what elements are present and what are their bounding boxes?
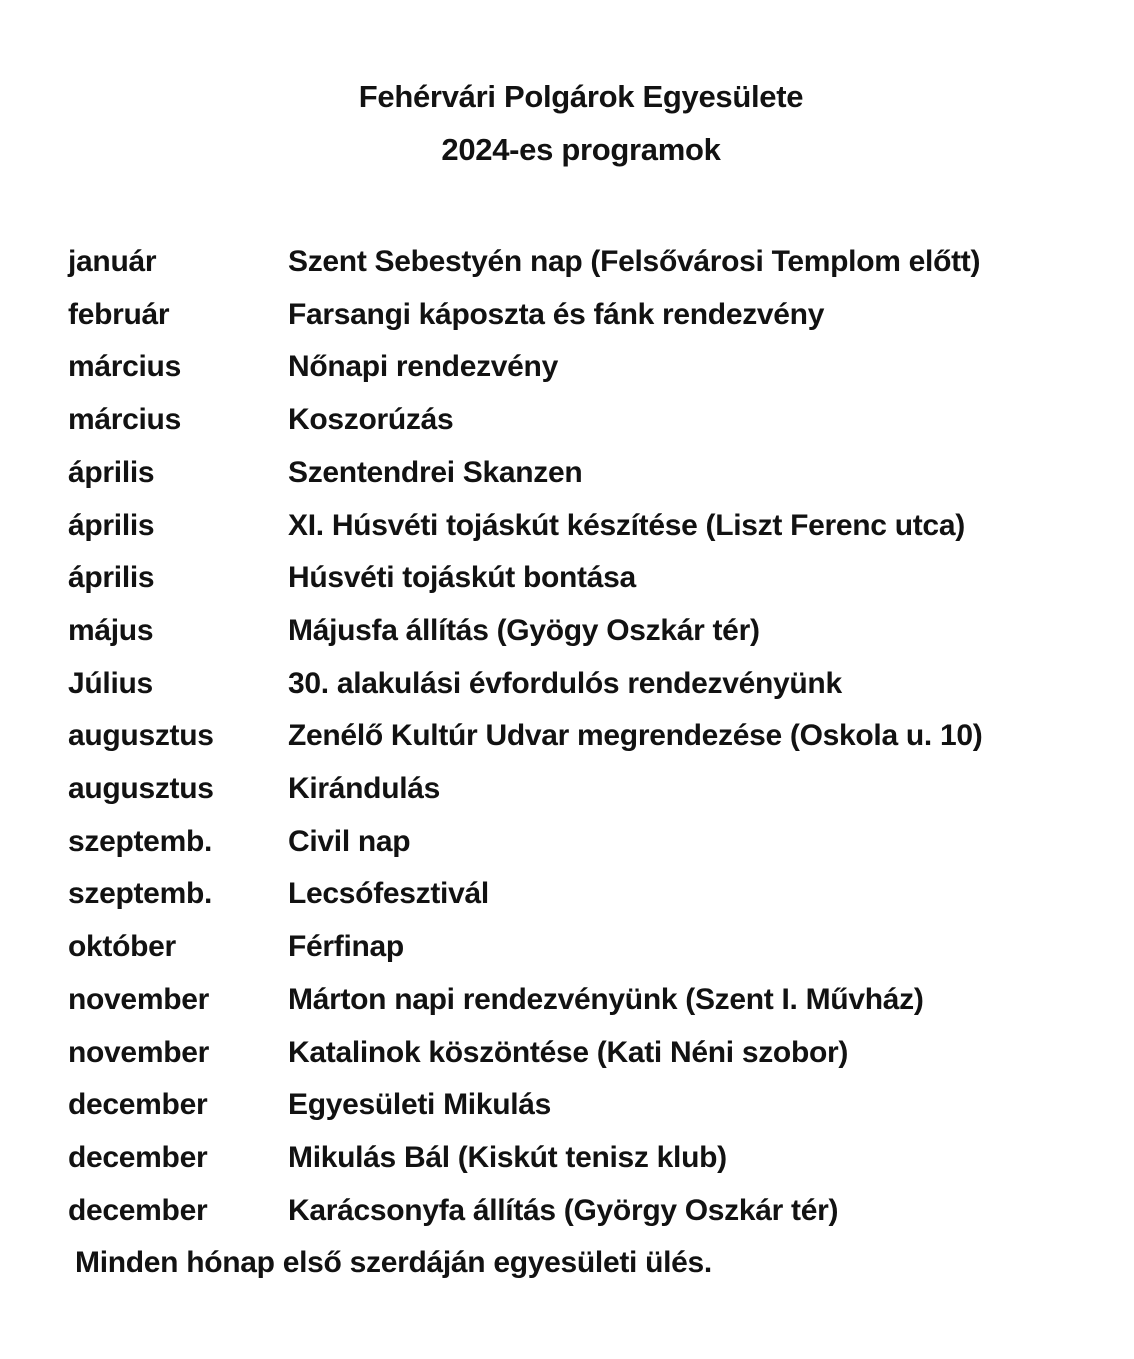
program-month: október xyxy=(68,930,176,964)
program-month: április xyxy=(68,508,155,542)
program-row xyxy=(68,816,1094,869)
program-event: Szentendrei Skanzen xyxy=(288,455,583,489)
program-row xyxy=(68,552,1094,605)
program-event: Egyesületi Mikulás xyxy=(288,1088,552,1122)
program-event: Márton napi rendezvényünk (Szent I. Művház) xyxy=(288,982,924,1016)
program-month: március xyxy=(68,350,181,384)
program-row xyxy=(68,447,1094,500)
program-event: Nőnapi rendezvény xyxy=(288,350,558,384)
program-month: augusztus xyxy=(68,719,214,753)
program-row xyxy=(68,500,1094,553)
program-month: szeptemb. xyxy=(68,824,213,858)
program-row xyxy=(68,763,1094,816)
program-month: április xyxy=(68,455,155,489)
program-event: Karácsonyfa állítás (György Oszkár tér) xyxy=(288,1193,839,1227)
program-row xyxy=(68,658,1094,711)
program-event: Szent Sebestyén nap (Felsővárosi Templom előtt) xyxy=(288,245,981,278)
program-row xyxy=(68,394,1094,447)
program-row xyxy=(68,289,1094,342)
program-row xyxy=(68,710,1094,763)
program-month: május xyxy=(68,613,154,647)
program-event: Koszorúzás xyxy=(288,403,454,437)
program-event: Májusfa állítás (Gyögy Oszkár tér) xyxy=(288,613,760,647)
program-event: Zenélő Kultúr Udvar megrendezése (Oskola u. 10) xyxy=(288,719,983,753)
program-row xyxy=(68,341,1094,394)
program-month: Július xyxy=(68,666,153,700)
program-event: Húsvéti tojáskút bontása xyxy=(288,561,636,595)
program-row xyxy=(68,974,1094,1027)
program-month: december xyxy=(68,1088,208,1122)
program-row xyxy=(68,921,1094,974)
program-event: Kirándulás xyxy=(288,772,441,806)
program-event: Katalinok köszöntése (Kati Néni szobor) xyxy=(288,1035,849,1069)
program-month: december xyxy=(68,1193,208,1227)
program-event: Mikulás Bál (Kiskút tenisz klub) xyxy=(288,1140,727,1174)
title-line-2: 2024-es programok xyxy=(441,132,721,167)
program-row xyxy=(68,868,1094,921)
title-line-1: Fehérvári Polgárok Egyesülete xyxy=(358,79,804,114)
program-row xyxy=(68,1185,1094,1238)
program-row xyxy=(68,605,1094,658)
program-month: április xyxy=(68,561,155,595)
program-event: 30. alakulási évfordulós rendezvényünk xyxy=(288,666,842,700)
program-month: január xyxy=(68,245,157,278)
program-row xyxy=(68,1027,1094,1080)
program-event: Férfinap xyxy=(288,930,404,964)
program-month: február xyxy=(68,297,170,331)
program-list xyxy=(68,236,1094,1237)
program-month: december xyxy=(68,1140,208,1174)
program-month: szeptemb. xyxy=(68,877,213,911)
program-month: március xyxy=(68,403,181,437)
program-event: Farsangi káposzta és fánk rendezvény xyxy=(288,297,825,331)
program-month: november xyxy=(68,1035,209,1069)
program-month: november xyxy=(68,982,209,1016)
program-row xyxy=(68,1079,1094,1132)
program-row xyxy=(68,1132,1094,1185)
program-event: Lecsófesztivál xyxy=(288,877,489,911)
program-row xyxy=(68,236,1094,289)
program-month: augusztus xyxy=(68,772,214,806)
program-event: XI. Húsvéti tojáskút készítése (Liszt Ferenc utca) xyxy=(288,508,965,542)
program-event: Civil nap xyxy=(288,824,411,858)
footer-note: Minden hónap első szerdáján egyesületi ülés. xyxy=(75,1246,712,1280)
document-title xyxy=(68,70,1094,176)
